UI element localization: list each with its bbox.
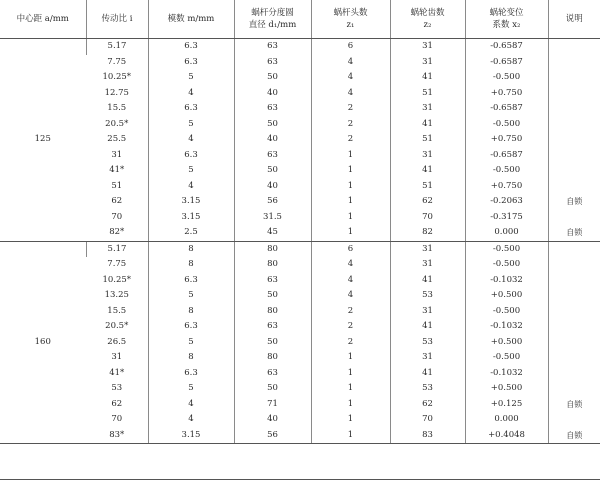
table-cell: +0.4048: [465, 428, 548, 444]
table-cell: -0.500: [465, 257, 548, 273]
column-header: [234, 0, 311, 39]
table-cell: +0.750: [465, 132, 548, 148]
table-cell: 4: [311, 288, 390, 304]
table-cell: 51: [111, 180, 123, 191]
bottom-rule: [0, 479, 600, 480]
table-cell: 31: [390, 304, 465, 320]
table-cell: 3.15: [148, 428, 234, 444]
table-row: [0, 163, 600, 179]
column-header-text: 模数 m/mm: [167, 14, 215, 24]
table-row: [0, 397, 600, 413]
table-cell: -0.6587: [465, 55, 548, 71]
table-cell: 1: [311, 163, 390, 179]
table-cell: 41: [390, 70, 465, 86]
table-row: [0, 381, 600, 397]
table-cell: 1: [311, 194, 390, 210]
note-cell: [548, 273, 600, 289]
table-cell: +0.500: [465, 288, 548, 304]
table-row: [0, 335, 600, 351]
table-row: [0, 55, 600, 71]
note-cell: [548, 350, 600, 366]
table-cell: 1: [311, 381, 390, 397]
table-cell: 6.3: [148, 273, 234, 289]
table-row: [0, 101, 600, 117]
table-cell: 4: [311, 86, 390, 102]
column-header-text: 直径 d₁/mm: [248, 20, 297, 30]
table-cell: -0.6587: [465, 39, 548, 55]
table-cell: 51: [390, 179, 465, 195]
table-cell: 1: [311, 225, 390, 241]
table-cell: 41: [390, 117, 465, 133]
table-row: [0, 350, 600, 366]
note-cell: [548, 179, 600, 195]
table-row: [0, 210, 600, 226]
table-cell: 6.3: [148, 148, 234, 164]
table-row: [0, 304, 600, 320]
table-cell: 4: [148, 412, 234, 428]
table-row: [0, 257, 600, 273]
column-header-text: 蜗杆头数: [333, 8, 368, 18]
table-cell: 51: [390, 132, 465, 148]
table-row: [0, 179, 600, 195]
table-cell: 53: [390, 381, 465, 397]
table-cell: 10.25*: [102, 274, 132, 285]
table-row: [0, 366, 600, 382]
table-cell: 53: [390, 335, 465, 351]
table-cell: 5: [148, 70, 234, 86]
table-cell: 1: [311, 179, 390, 195]
table-cell: 70: [111, 211, 123, 222]
table-cell: 40: [234, 412, 311, 428]
table-cell: +0.500: [465, 335, 548, 351]
table-cell: 62: [111, 398, 123, 409]
table-cell: 4: [311, 257, 390, 273]
column-header: [465, 0, 548, 39]
note-cell: [548, 210, 600, 226]
table-cell: 1: [311, 148, 390, 164]
table-cell: 6.3: [148, 39, 234, 55]
table-cell: 1: [311, 350, 390, 366]
note-cell: [548, 163, 600, 179]
table-cell: 62: [390, 194, 465, 210]
table-cell: 63: [234, 101, 311, 117]
table-cell: 6.3: [148, 319, 234, 335]
table-cell: 3.15: [148, 210, 234, 226]
table-row: [0, 273, 600, 289]
table-cell: 10.25*: [102, 72, 132, 83]
table-cell: 1: [311, 210, 390, 226]
table-cell: 63: [234, 273, 311, 289]
table-cell: 5: [148, 288, 234, 304]
table-cell: 31: [390, 350, 465, 366]
table-cell: +0.500: [465, 381, 548, 397]
table-cell: 50: [234, 381, 311, 397]
table-cell: 31.5: [234, 210, 311, 226]
table-cell: 41*: [109, 165, 125, 176]
table-cell: 40: [234, 86, 311, 102]
table-cell: 20.5*: [105, 321, 129, 332]
table-cell: 41: [390, 163, 465, 179]
table-cell: 70: [390, 210, 465, 226]
table-cell: 70: [111, 414, 123, 425]
column-header-text: z₂: [423, 20, 432, 30]
table-cell: 8: [148, 241, 234, 257]
column-header: [548, 0, 600, 39]
table-row: [0, 412, 600, 428]
table-cell: 7.75: [107, 56, 127, 67]
table-cell: -0.1032: [465, 319, 548, 335]
table-cell: 45: [234, 225, 311, 241]
table-cell: 2: [311, 335, 390, 351]
table-row: [0, 70, 600, 86]
table-cell: +0.125: [465, 397, 548, 413]
table-cell: 8: [148, 304, 234, 320]
table-cell: 40: [234, 132, 311, 148]
table-cell: 4: [311, 55, 390, 71]
table-cell: 63: [234, 148, 311, 164]
table-cell: 41: [390, 366, 465, 382]
table-cell: 13.25: [104, 290, 129, 301]
table-cell: 82*: [86, 225, 148, 241]
table-cell: 31: [390, 148, 465, 164]
table-cell: 5: [148, 117, 234, 133]
table-cell: 1: [311, 397, 390, 413]
table-cell: 31: [390, 241, 465, 257]
table-cell: -0.2063: [465, 194, 548, 210]
column-header-text: 中心距 a/mm: [16, 14, 69, 24]
table-cell: 31: [390, 257, 465, 273]
column-header-text: 蜗杆分度圆: [251, 8, 294, 18]
column-header-text: z₁: [346, 20, 355, 30]
table-cell: -0.500: [465, 241, 548, 257]
table-cell: 1: [311, 412, 390, 428]
table-cell: 12.75: [104, 87, 129, 98]
table-cell: -0.3175: [465, 210, 548, 226]
column-header: [390, 0, 465, 39]
note-cell: [548, 288, 600, 304]
table-cell: 80: [234, 350, 311, 366]
table-row: [0, 148, 600, 164]
table-cell: 5: [148, 381, 234, 397]
table-cell: 7.75: [107, 259, 127, 270]
table-cell: 56: [234, 194, 311, 210]
table-cell: -0.1032: [465, 366, 548, 382]
table-cell: 2: [311, 117, 390, 133]
table-cell: 53: [111, 383, 123, 394]
table-cell: 26.5: [107, 336, 127, 347]
table-cell: 25.5: [107, 134, 127, 145]
table-row: [0, 241, 600, 257]
table-cell: 70: [390, 412, 465, 428]
table-cell: 6: [311, 39, 390, 55]
table-cell: 80: [234, 257, 311, 273]
table-cell: 6.3: [148, 366, 234, 382]
note-cell: 自锁: [548, 225, 600, 241]
table-cell: 63: [234, 366, 311, 382]
table-cell: 63: [234, 319, 311, 335]
note-cell: [548, 366, 600, 382]
table-row: [0, 225, 600, 241]
table-cell: 63: [234, 39, 311, 55]
note-cell: [548, 319, 600, 335]
table-cell: 5.17: [86, 39, 148, 55]
table-cell: 50: [234, 288, 311, 304]
table-cell: 31: [111, 149, 123, 160]
table-cell: 1: [311, 428, 390, 444]
table-cell: 56: [234, 428, 311, 444]
table-body: [0, 39, 600, 444]
note-cell: [548, 55, 600, 71]
table-row: [0, 132, 600, 148]
table-cell: 2: [311, 132, 390, 148]
table-cell: 6.3: [148, 55, 234, 71]
table-cell: 5: [148, 335, 234, 351]
table-cell: 80: [234, 241, 311, 257]
table-cell: 2: [311, 304, 390, 320]
table-cell: 50: [234, 335, 311, 351]
table-cell: 2.5: [148, 225, 234, 241]
table-cell: 4: [311, 70, 390, 86]
note-cell: 自锁: [548, 397, 600, 413]
header-row: [0, 0, 600, 39]
table-cell: 50: [234, 70, 311, 86]
table-cell: 41: [390, 273, 465, 289]
table-cell: 31: [111, 352, 123, 363]
table-cell: -0.500: [465, 70, 548, 86]
table-cell: 63: [234, 55, 311, 71]
table-cell: 62: [390, 397, 465, 413]
table-cell: 50: [234, 117, 311, 133]
table-cell: 0.000: [465, 412, 548, 428]
table-cell: -0.500: [465, 117, 548, 133]
note-cell: [548, 335, 600, 351]
note-cell: [548, 304, 600, 320]
table-cell: 3.15: [148, 194, 234, 210]
table-cell: 15.5: [107, 305, 127, 316]
table-cell: 80: [234, 304, 311, 320]
note-cell: [548, 412, 600, 428]
center-distance-cell: 160: [0, 241, 86, 444]
table-cell: 6.3: [148, 101, 234, 117]
note-cell: [548, 132, 600, 148]
table-cell: 4: [311, 273, 390, 289]
table-row: [0, 117, 600, 133]
table-cell: 1: [311, 366, 390, 382]
column-header: [0, 0, 86, 39]
note-cell: [548, 148, 600, 164]
column-header: [148, 0, 234, 39]
note-cell: 自锁: [548, 194, 600, 210]
table-cell: 4: [148, 132, 234, 148]
table-cell: 62: [111, 196, 123, 207]
table-cell: -0.6587: [465, 148, 548, 164]
table-cell: 51: [390, 86, 465, 102]
table-cell: -0.6587: [465, 101, 548, 117]
note-cell: [548, 257, 600, 273]
table-cell: 8: [148, 257, 234, 273]
table-row: [0, 194, 600, 210]
table-cell: 6: [311, 241, 390, 257]
note-cell: [548, 117, 600, 133]
table-cell: 41*: [109, 367, 125, 378]
table-row: [0, 319, 600, 335]
table-cell: 83: [390, 428, 465, 444]
column-header-text: 传动比 i: [101, 14, 133, 24]
table-cell: 15.5: [107, 103, 127, 114]
table-cell: 83*: [86, 428, 148, 444]
table-row: [0, 428, 600, 444]
table-cell: 41: [390, 319, 465, 335]
table-cell: 31: [390, 39, 465, 55]
column-header-text: 蜗轮齿数: [410, 8, 445, 18]
table-cell: 5: [148, 163, 234, 179]
table-cell: 8: [148, 350, 234, 366]
table-cell: -0.1032: [465, 273, 548, 289]
table-row: [0, 86, 600, 102]
table-cell: 53: [390, 288, 465, 304]
table-cell: 2: [311, 319, 390, 335]
table-cell: -0.500: [465, 163, 548, 179]
table-cell: -0.500: [465, 350, 548, 366]
table-cell: +0.750: [465, 86, 548, 102]
table-cell: 40: [234, 179, 311, 195]
table-cell: 0.000: [465, 225, 548, 241]
note-cell: [548, 241, 600, 257]
table-cell: 5.17: [86, 241, 148, 257]
table-header: [0, 0, 600, 39]
table-cell: 4: [148, 179, 234, 195]
table-row: [0, 39, 600, 55]
table-cell: +0.750: [465, 179, 548, 195]
table-cell: 50: [234, 163, 311, 179]
note-cell: [548, 86, 600, 102]
note-cell: [548, 101, 600, 117]
column-header: [86, 0, 148, 39]
table-cell: 31: [390, 55, 465, 71]
note-cell: 自锁: [548, 428, 600, 444]
table-row: [0, 288, 600, 304]
column-header-text: 蜗轮变位: [489, 8, 524, 18]
table-cell: 4: [148, 86, 234, 102]
column-header-text: 系数 x₂: [492, 20, 521, 30]
note-cell: [548, 70, 600, 86]
table-cell: 71: [234, 397, 311, 413]
center-distance-cell: 125: [0, 39, 86, 242]
table-cell: -0.500: [465, 304, 548, 320]
note-cell: [548, 381, 600, 397]
table-cell: 20.5*: [105, 118, 129, 129]
table-cell: 2: [311, 101, 390, 117]
column-header: [311, 0, 390, 39]
table-cell: 82: [390, 225, 465, 241]
table-cell: 31: [390, 101, 465, 117]
column-header-text: 说明: [565, 14, 583, 24]
note-cell: [548, 39, 600, 55]
table-cell: 4: [148, 397, 234, 413]
